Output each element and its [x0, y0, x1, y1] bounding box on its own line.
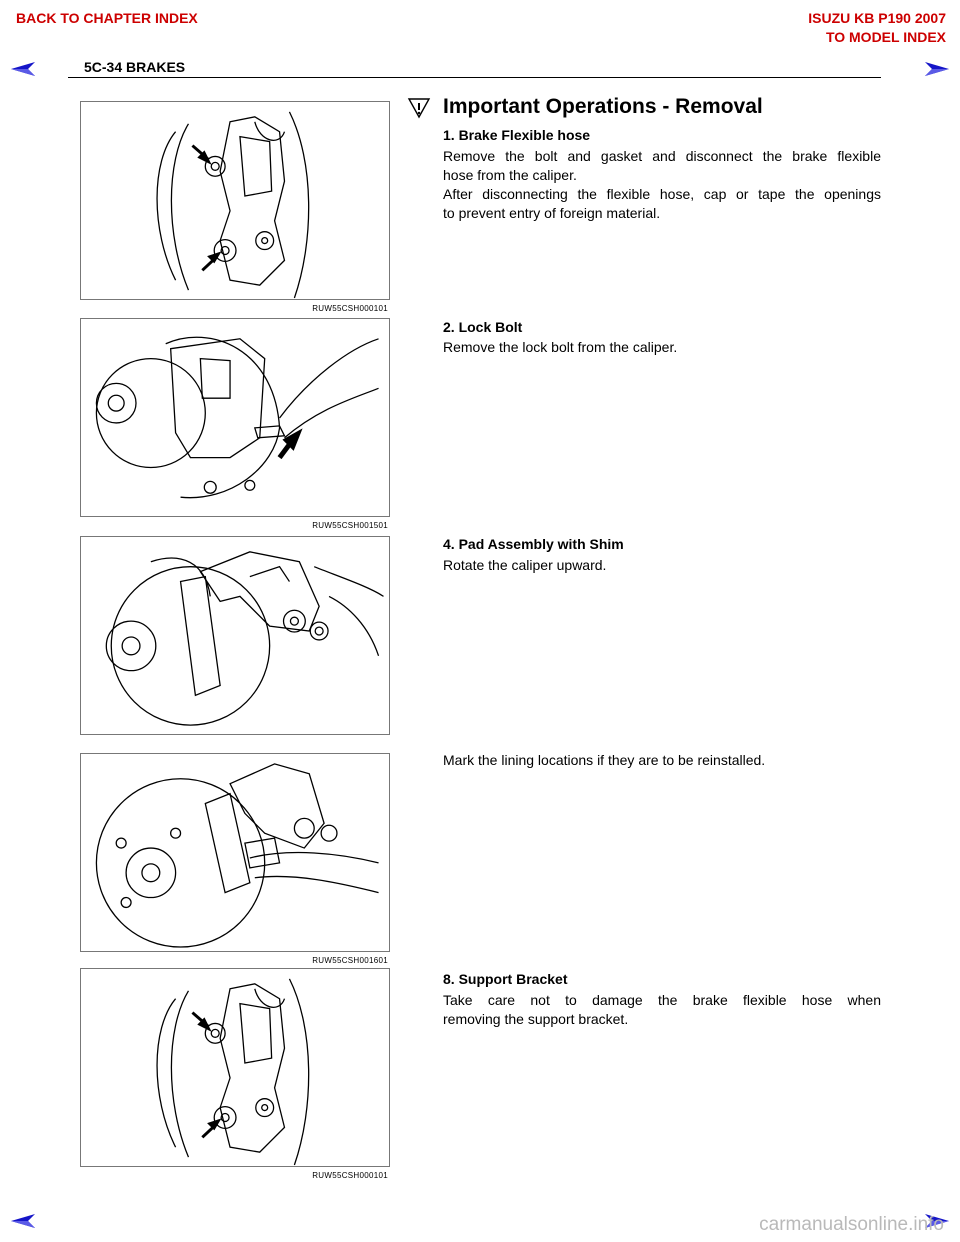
figure-rotate-caliper [80, 536, 390, 735]
step-description: Take care not to damage the brake flexible hose when removing the support bracket. [443, 992, 881, 1027]
support-bracket-illustration [81, 969, 389, 1166]
step-title: 4. Pad Assembly with Shim [443, 536, 624, 552]
section-title: Important Operations - Removal [443, 95, 763, 118]
left-arrow-icon[interactable] [10, 61, 36, 77]
figure-code: RUW55CSH000101 [312, 1171, 388, 1180]
caliper-bolts-illustration [81, 102, 389, 299]
figure-support-bracket [80, 968, 390, 1167]
step-description: Remove the bolt and gasket and disconnect the brake flexible hose from the caliper. After disconnecting the flexible hose, cap or tape the openings to prevent entry of foreign material. [443, 148, 881, 221]
figure-code: RUW55CSH000101 [312, 304, 388, 313]
page-title: 5C-34 BRAKES [84, 59, 186, 75]
left-arrow-icon[interactable] [10, 1213, 36, 1229]
step-description: Mark the lining locations if they are to be reinstalled. [443, 752, 766, 768]
figure-code: RUW55CSH001501 [312, 521, 388, 530]
rotate-caliper-illustration [81, 537, 389, 734]
right-arrow-icon[interactable] [924, 61, 950, 77]
figure-mark-lining [80, 753, 390, 952]
lock-bolt-illustration [81, 319, 389, 516]
warning-triangle-icon [407, 97, 431, 119]
step-description: Remove the lock bolt from the caliper. [443, 339, 678, 355]
mark-lining-illustration [81, 754, 389, 951]
step-title: 8. Support Bracket [443, 971, 568, 987]
figure-lock-bolt [80, 318, 390, 517]
back-to-chapter-index-link[interactable]: BACK TO CHAPTER INDEX [16, 10, 198, 26]
figure-caliper-bolts [80, 101, 390, 300]
header-divider [68, 77, 881, 78]
step-title: 2. Lock Bolt [443, 319, 523, 335]
model-title-link[interactable]: ISUZU KB P190 2007 [808, 10, 946, 26]
watermark: carmanualsonline.info [759, 1214, 944, 1235]
step-title: 1. Brake Flexible hose [443, 127, 591, 143]
to-model-index-link[interactable]: TO MODEL INDEX [825, 29, 946, 45]
figure-code: RUW55CSH001601 [312, 956, 388, 965]
step-description: Rotate the caliper upward. [443, 557, 607, 573]
